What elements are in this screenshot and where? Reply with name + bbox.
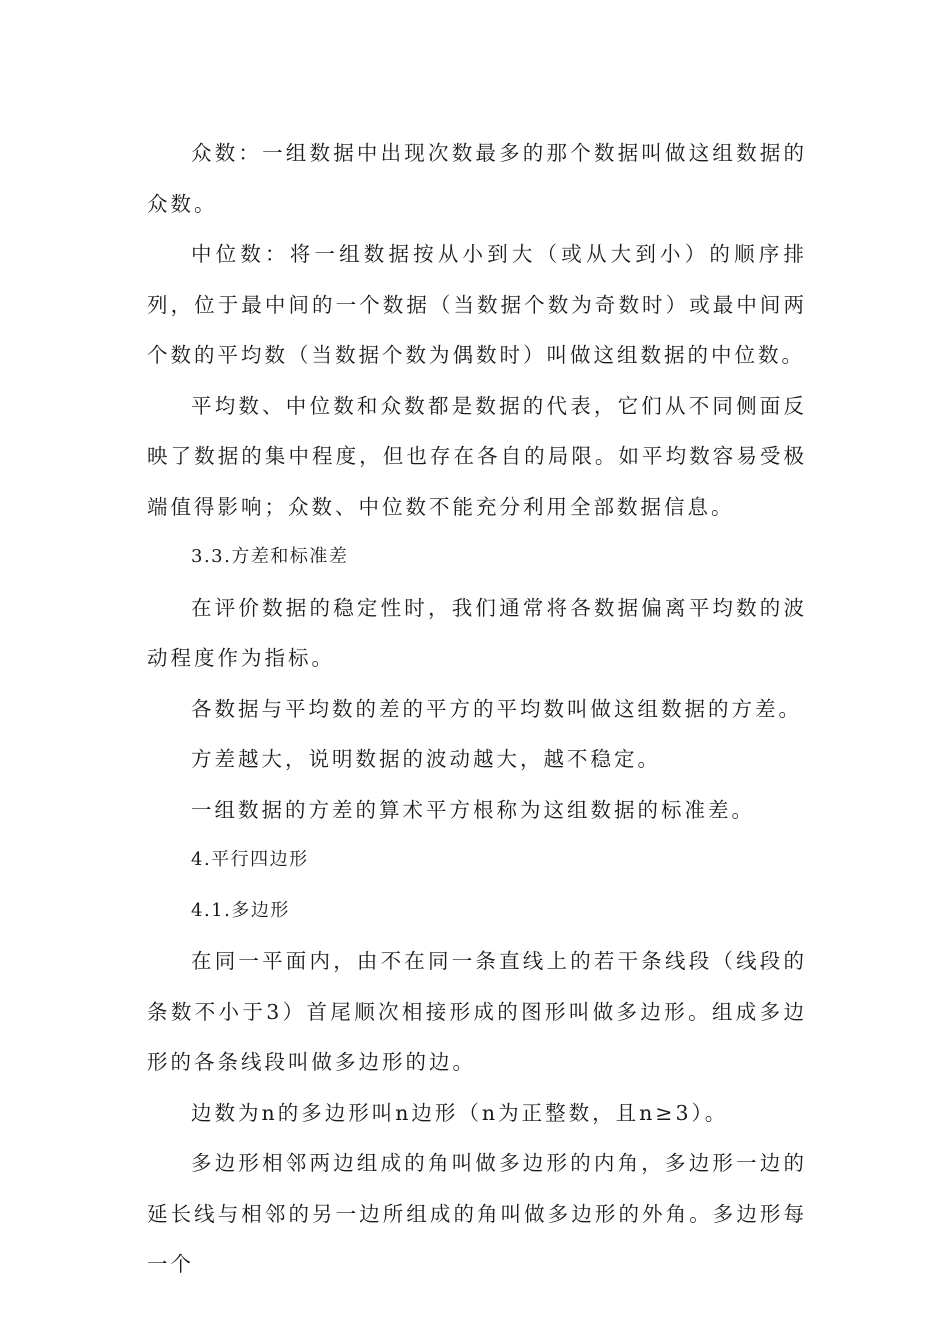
paragraph-n-gon: 边数为n的多边形叫n边形（n为正整数，且n≥3）。 xyxy=(191,1100,729,1125)
document-body xyxy=(147,128,807,1290)
chapter-heading-parallelogram: 4.平行四边形 xyxy=(191,849,309,870)
paragraph-median-definition: 中位数：将一组数据按从小到大（或从大到小）的顺序排列，位于最中间的一个数据（当数据个数为奇数时）或最中间两个数的平均数（当数据个数为偶数时）叫做这组数据的中位数。 xyxy=(147,242,807,367)
paragraph-central-tendency: 平均数、中位数和众数都是数据的代表，它们从不同侧面反映了数据的集中程度，但也存在各自的局限。如平均数容易受极端值得影响；众数、中位数不能充分利用全部数据信息。 xyxy=(147,393,807,519)
section-heading-variance: 3.3.方差和标准差 xyxy=(191,546,349,567)
paragraph-variance-meaning: 方差越大，说明数据的波动越大，越不稳定。 xyxy=(191,747,661,771)
paragraph-mode-definition: 众数：一组数据中出现次数最多的那个数据叫做这组数据的众数。 xyxy=(147,141,807,216)
paragraph-angles: 多边形相邻两边组成的角叫做多边形的内角，多边形一边的延长线与相邻的另一边所组成的角叫做多边形的外角。多边形每一个 xyxy=(147,1151,807,1276)
paragraph-polygon-definition: 在同一平面内，由不在同一条直线上的若干条线段（线段的条数不小于3）首尾顺次相接形成的图形叫做多边形。组成多边形的各条线段叫做多边形的边。 xyxy=(147,949,807,1074)
paragraph-variance-definition: 各数据与平均数的差的平方的平均数叫做这组数据的方差。 xyxy=(191,696,802,721)
section-heading-polygon: 4.1.多边形 xyxy=(191,899,290,921)
paragraph-stability: 在评价数据的稳定性时，我们通常将各数据偏离平均数的波动程度作为指标。 xyxy=(147,595,807,670)
paragraph-std-definition: 一组数据的方差的算术平方根称为这组数据的标准差。 xyxy=(191,797,755,822)
